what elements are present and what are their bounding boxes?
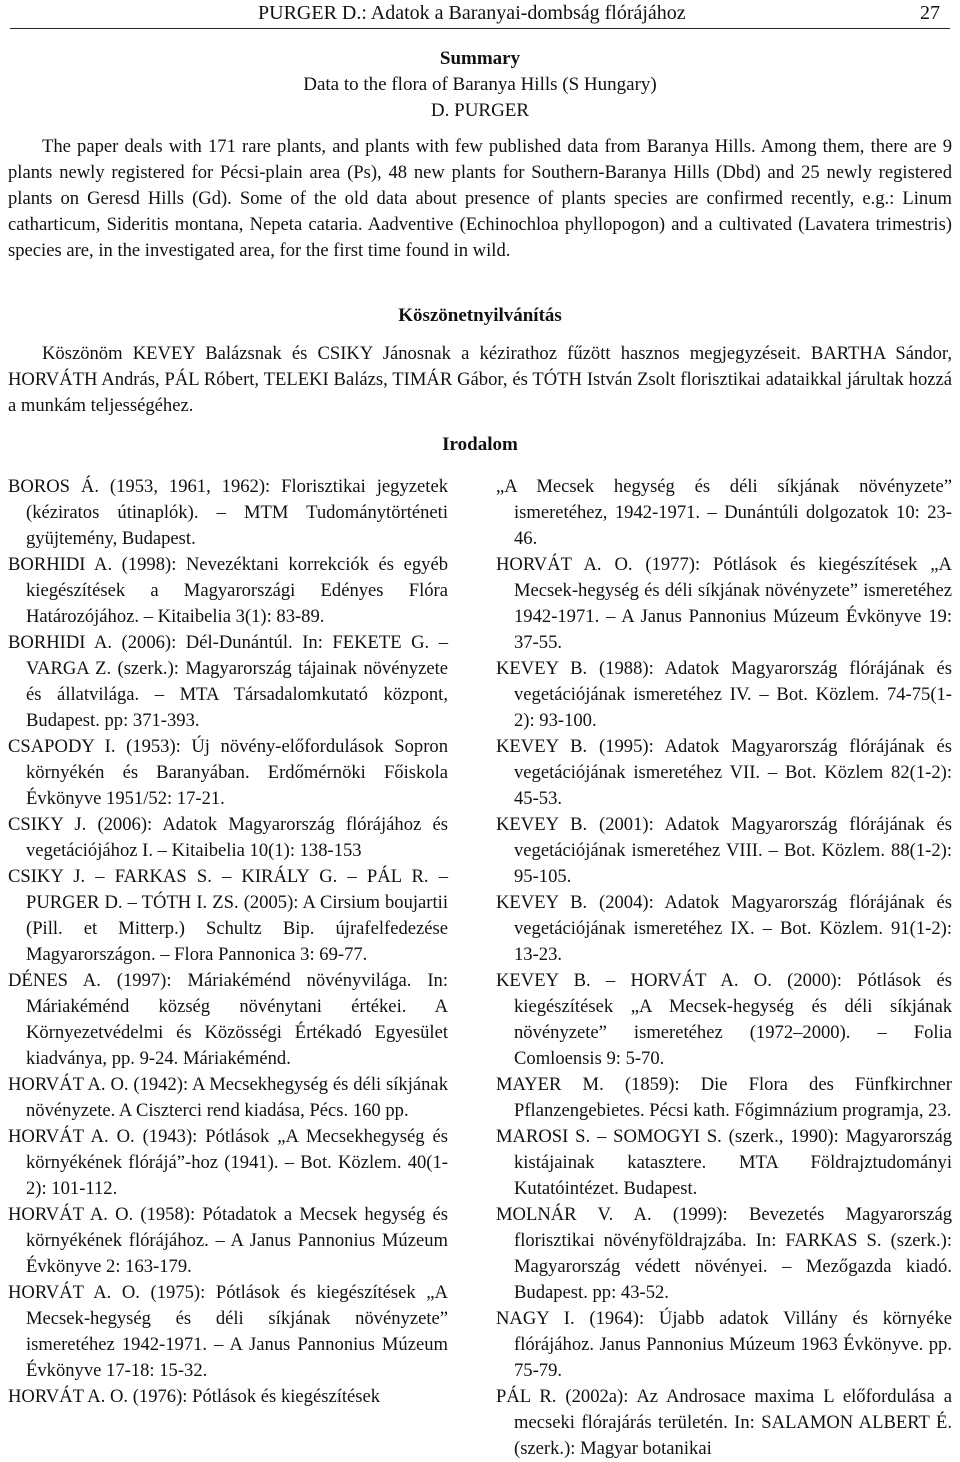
reference-item: MAYER M. (1859): Die Flora des Fünfkirchner Pflanzengebietes. Pécsi kath. Főgimnázium programja, 23.	[496, 1074, 952, 1121]
reference-item: PÁL R. (2002a): Az Androsace maxima L előfordulása a mecseki flórajárás területén. In: SALAMON ALBERT É. (szerk.): Magyar botanikai	[496, 1386, 952, 1459]
reference-item: HORVÁT A. O. (1943): Pótlások „A Mecsekhegység és környékének flórájá”-hoz (1941). – Bot. Közlem. 40(1-2): 101-112.	[8, 1126, 448, 1199]
reference-item: KEVEY B. (2004): Adatok Magyarország flórájának és vegetációjának ismeretéhez IX. – Bot. Közlem. 91(1-2): 13-23.	[496, 892, 952, 965]
references-right-column	[496, 474, 952, 1462]
running-header	[10, 0, 950, 29]
reference-item: MOLNÁR V. A. (1999): Bevezetés Magyarország florisztikai növényföldrajzába. In: FARKAS S. (szerk.): Magyarország védett növényei. – Mezőgazda kiadó. Budapest. pp: 43-52.	[496, 1204, 952, 1303]
reference-item: MAROSI S. – SOMOGYI S. (szerk., 1990): Magyarország kistájainak katasztere. MTA Földrajztudományi Kutatóintézet. Budapest.	[496, 1126, 952, 1199]
references-heading: Irodalom	[442, 434, 518, 455]
reference-item: BOROS Á. (1953, 1961, 1962): Florisztikai jegyzetek (kéziratos útinaplók). – MTM Tudománytörténeti gyüjtemény, Budapest.	[8, 476, 448, 549]
reference-item: HORVÁT A. O. (1976): Pótlások és kiegészítések	[8, 1386, 381, 1407]
summary-heading: Summary	[439, 48, 521, 69]
reference-item: CSIKY J. (2006): Adatok Magyarország flórájához és vegetációjához I. – Kitaibelia 10(1): 138-153	[8, 814, 448, 861]
reference-item: CSIKY J. – FARKAS S. – KIRÁLY G. – PÁL R. – PURGER D. – TÓTH I. ZS. (2005): A Cirsium boujartii (Pill. et Mitterp.) Schultz Bip. újrafelfedezése Magyarországon. – Flora Pannonica 3: 69-77.	[8, 866, 448, 965]
header-title: PURGER D.: Adatok a Baranyai-dombság flórájához	[258, 2, 686, 24]
acknowledgement-text: Köszönöm KEVEY Balázsnak és CSIKY Jánosnak a kézirathoz fűzött hasznos megjegyzéseit. BARTHA Sándor, HORVÁTH András, PÁL Róbert, TELEKI Balázs, TIMÁR Gábor, és TÓTH István Zsolt florisztikai adataikkal járultak hozzá a munkám teljességéhez.	[8, 343, 952, 416]
reference-item: KEVEY B. – HORVÁT A. O. (2000): Pótlások és kiegészítések „A Mecsek-hegység és déli síkjának növényzete” ismeretéhez (1972–2000). – Folia Comloensis 9: 5-70.	[496, 970, 952, 1069]
reference-item: KEVEY B. (1995): Adatok Magyarország flórájának és vegetációjának ismeretéhez VII. – Bot. Közlem 82(1-2): 45-53.	[496, 736, 952, 809]
reference-item: NAGY I. (1964): Újabb adatok Villány és környéke flórájához. Janus Pannonius Múzeum 1963 Évkönyve. pp. 75-79.	[496, 1308, 952, 1381]
summary-block	[8, 46, 952, 124]
reference-item: KEVEY B. (2001): Adatok Magyarország flórájának és vegetációjának ismeretéhez VIII. – Bot. Közlem. 88(1-2): 95-105.	[496, 814, 952, 887]
summary-author: D. PURGER	[430, 100, 530, 121]
reference-item: „A Mecsek hegység és déli síkjának növényzete” ismeretéhez, 1942-1971. – Dunántúli dolgozatok 10: 23-46.	[496, 476, 952, 549]
summary-subtitle: Data to the flora of Baranya Hills (S Hungary)	[303, 74, 657, 95]
reference-item: HORVÁT A. O. (1975): Pótlások és kiegészítések „A Mecsek-hegység és déli síkjának növényzete” ismeretéhez 1942-1971. – A Janus Pannonius Múzeum Évkönyve 17-18: 15-32.	[8, 1282, 448, 1381]
reference-item: BORHIDI A. (1998): Nevezéktani korrekciók és egyéb kiegészítések a Magyarországi Edényes Flóra Határozójához. – Kitaibelia 3(1): 83-89.	[8, 554, 448, 627]
reference-item: KEVEY B. (1988): Adatok Magyarország flórájának és vegetációjának ismeretéhez IV. – Bot. Közlem. 74-75(1-2): 93-100.	[496, 658, 952, 731]
reference-item: DÉNES A. (1997): Máriakéménd növényvilága. In: Máriakéménd község növénytani értékei. A Környezetvédelmi és Közösségi Értékadó Egyesület kiadványa, pp. 9-24. Máriakéménd.	[8, 970, 448, 1069]
references-left-column	[8, 474, 448, 1410]
acknowledgement-heading: Köszönetnyilvánítás	[398, 305, 562, 326]
summary-text: The paper deals with 171 rare plants, and plants with few published data from Baranya Hills. Among them, there are 9 plants newly registered for Pécsi-plain area (Ps), 48 new plants for Southern-Baranya Hills (Dbd) and 25 newly registered plants on Geresd Hills (Gd). Some of the old data about presence of plants species are confirmed recently, e.g.: Linum catharticum, Sideritis montana, Nepeta cataria. Aadventive (Echinochloa phyllopogon) and a cultivated (Lavatera trimestris) species are, in the investigated area, for the first time found in wild.	[8, 136, 952, 261]
reference-item: HORVÁT A. O. (1958): Pótadatok a Mecsek hegység és környékének flórájához. – A Janus Pannonius Múzeum Évkönyve 2: 163-179.	[8, 1204, 448, 1277]
reference-item: CSAPODY I. (1953): Új növény-előfordulások Sopron környékén és Baranyában. Erdőmérnöki Főiskola Évkönyve 1951/52: 17-21.	[8, 736, 448, 809]
reference-item: BORHIDI A. (2006): Dél-Dunántúl. In: FEKETE G. – VARGA Z. (szerk.): Magyarország tájainak növényzete és állatvilága. – MTA Társadalomkutató központ, Budapest. pp: 371-393.	[8, 632, 448, 731]
page-number: 27	[920, 2, 940, 24]
reference-item: HORVÁT A. O. (1942): A Mecsekhegység és déli síkjának növényzete. A Ciszterci rend kiadása, Pécs. 160 pp.	[8, 1074, 448, 1121]
reference-item: HORVÁT A. O. (1977): Pótlások és kiegészítések „A Mecsek-hegység és déli síkjának növényzete” ismeretéhez 1942-1971. – A Janus Pannonius Múzeum Évkönyve 19: 37-55.	[496, 554, 952, 653]
